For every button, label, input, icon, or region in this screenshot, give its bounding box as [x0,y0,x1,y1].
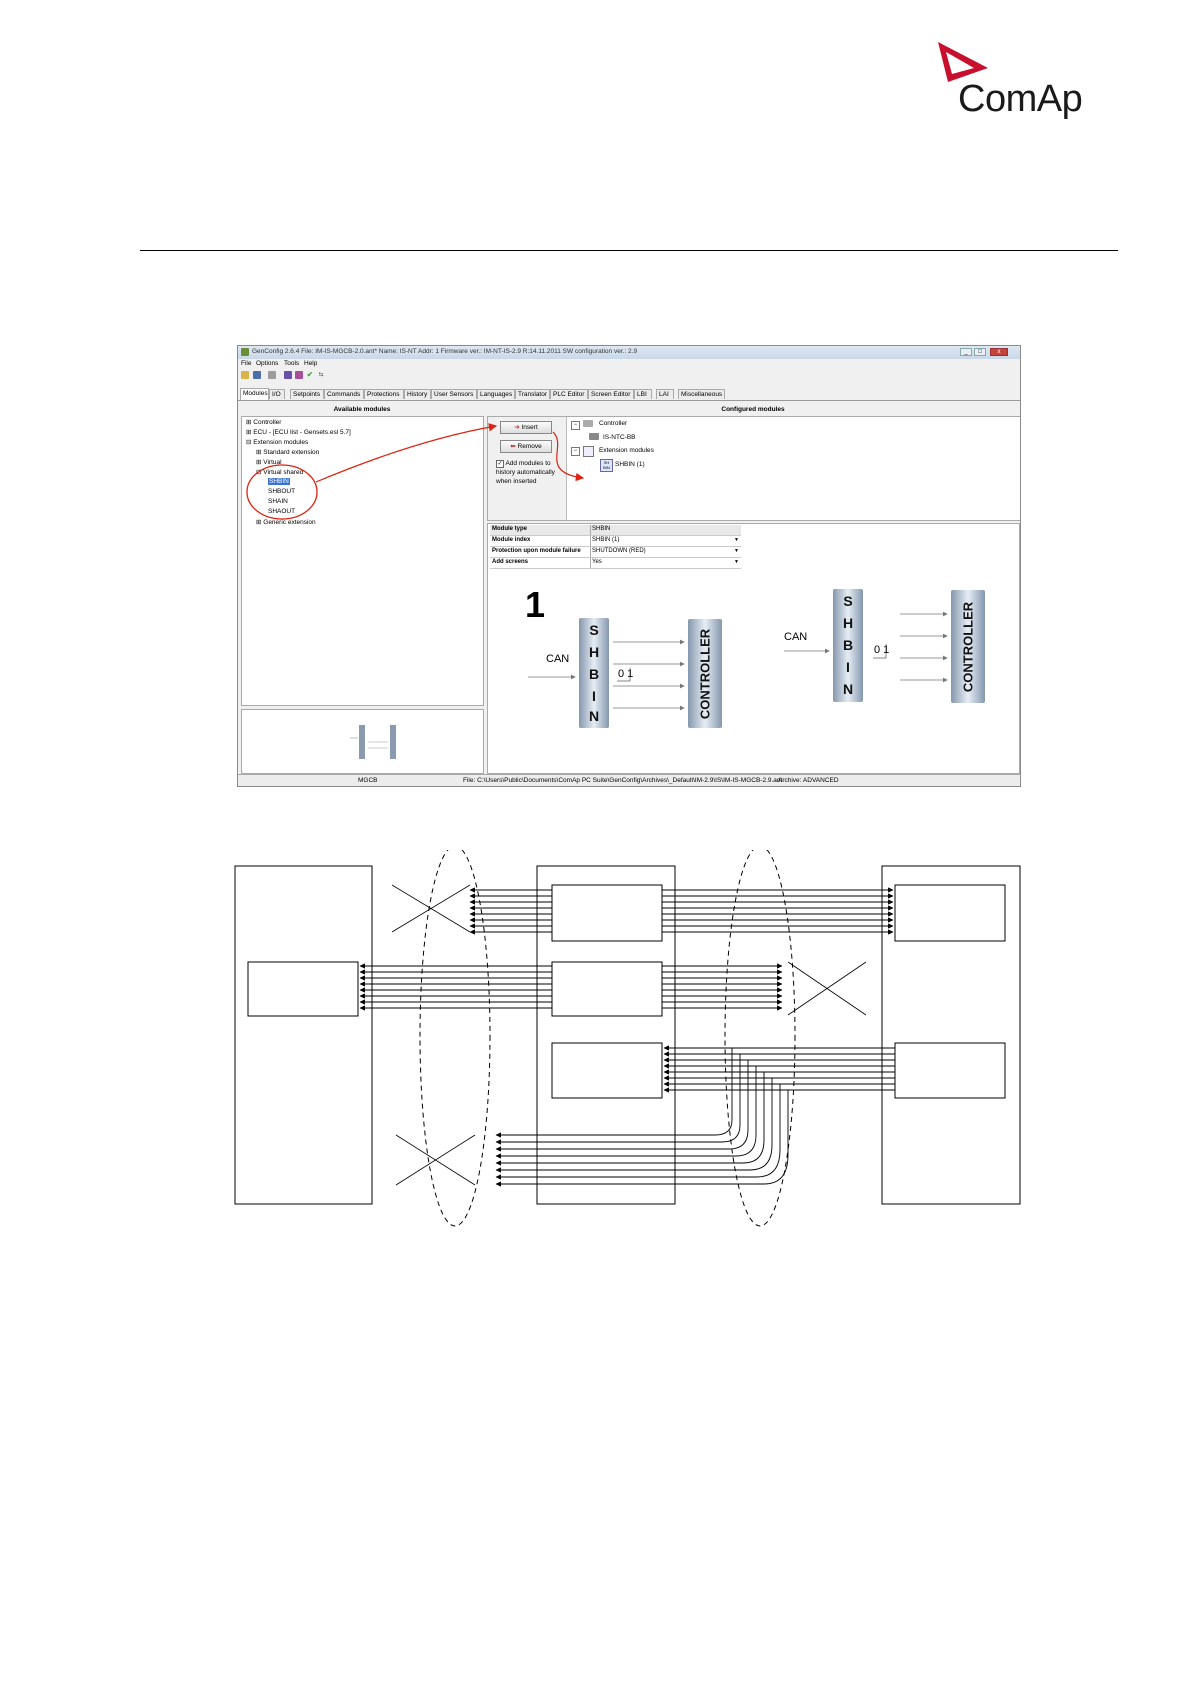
compare-icon[interactable]: ⇆ [318,372,324,378]
open-icon[interactable] [241,371,249,379]
status-controller: MGCB [358,777,378,784]
tree-item-shain[interactable]: SHAIN [268,498,288,505]
shared-io-diagram [0,850,1191,1290]
module-box-2b [552,962,662,1016]
menu-file[interactable]: File [241,360,252,367]
save-icon[interactable] [253,371,261,379]
title-bar [238,346,1020,359]
menu-options[interactable]: Options [256,360,279,367]
shbin-module-graphic-2: S H B I N [833,589,863,702]
module-index-number: 1 [525,584,546,625]
tab-io[interactable]: I/O [269,389,285,399]
controller-graphic: CONTROLLER [688,619,722,728]
module-box-1 [248,962,358,1016]
controller-box-2 [537,866,675,1204]
configured-modules-panel [487,416,1020,521]
collapse-controller-icon[interactable]: − [571,421,580,430]
tree-item-controller[interactable]: ⊞ Controller [246,419,282,426]
minimize-button[interactable]: _ [960,348,972,356]
tree-item-virtual-shared[interactable]: ⊟ Virtual shared [256,469,304,476]
can-label: CAN [546,653,570,665]
check-icon[interactable]: ✔ [306,370,314,379]
app-icon [241,348,249,356]
arrow-right-icon: ➔ [514,424,520,431]
shbin-module-icon: SH BIN [600,459,613,472]
tree-item-ecu[interactable]: ⊞ ECU - [ECU list - Gensets.esl 5.7] [246,429,351,436]
extension-modules-icon [583,446,594,457]
arrow-left-icon: ⬅ [510,443,516,450]
configured-item-is-ntc-bb[interactable]: IS-NTC-BB [603,434,636,441]
genconfig-window [237,345,1021,787]
configured-item-extension-modules[interactable]: Extension modules [599,447,654,454]
prop-row-add-screens[interactable]: Add screens Yes ▼ [490,558,741,569]
dropdown-arrow-icon[interactable]: ▼ [734,537,739,543]
tab-history[interactable]: History [404,389,431,399]
menu-tools[interactable]: Tools [284,360,300,367]
toolbar [238,370,1020,382]
history-checkbox[interactable]: ✓ [497,461,503,467]
module-preview-pane [241,709,484,774]
controller-box-1 [235,866,372,1204]
can-bus-ellipse-1 [420,850,490,1226]
available-modules-tree [241,416,484,706]
tree-item-extension-modules[interactable]: ⊟ Extension modules [246,439,309,446]
menu-help[interactable]: Help [304,360,318,367]
tree-item-shbin[interactable]: SHBIN [269,478,289,485]
properties-table [490,525,741,569]
maximize-button[interactable]: □ [974,348,986,356]
controller-box-3 [882,866,1020,1204]
window-title: GenConfig 2.6.4 File: IM-IS-MGCB-2.0.ant* Name: IS-NT Addr: 1 Firmware ver.: IM-NT-IS-2.9 R:14.11.2011 SW configuration ver.: 2.9 [252,348,638,355]
dropdown-arrow-icon[interactable]: ▼ [734,559,739,565]
logo-triangle-icon [938,42,988,82]
status-bar [238,774,1020,786]
controller-icon [583,420,593,427]
module-preview-thumbnail [242,710,483,773]
bit-label-2: 0 1 [874,644,890,656]
tab-setpoints[interactable]: Setpoints [290,389,324,399]
bit-label: 0 1 [618,668,634,680]
status-archive: Archive: ADVANCED [778,777,839,784]
module-box-2a [552,885,662,941]
tab-plc-editor[interactable]: PLC Editor [550,389,588,399]
is-ntc-bb-icon [589,433,599,440]
tree-item-virtual[interactable]: ⊞ Virtual [256,459,282,466]
upload-icon[interactable] [284,371,292,379]
menu-bar [238,359,1020,369]
module-box-3a [895,885,1005,941]
available-modules-header: Available modules [333,406,391,413]
tab-bar [238,388,1020,401]
prop-row-module-type: Module type SHBIN [490,525,741,536]
configured-tree [566,417,1021,520]
configured-item-controller[interactable]: Controller [599,420,628,427]
print-icon[interactable] [268,371,276,379]
prop-row-module-index[interactable]: Module index SHBIN (1) ▼ [490,536,741,547]
tab-lai[interactable]: LAI [656,389,674,399]
module-box-2c [552,1043,662,1098]
tab-user-sensors[interactable]: User Sensors [431,389,477,399]
tab-languages[interactable]: Languages [477,389,515,399]
controller-graphic-2: CONTROLLER [951,590,985,703]
tree-item-shbout[interactable]: SHBOUT [268,488,296,495]
download-icon[interactable] [295,371,303,379]
remove-button[interactable]: ⬅ Remove [500,440,552,453]
header-rule [140,250,1118,251]
tab-lbi[interactable]: LBI [634,389,652,399]
brand-name: ComAp [958,78,1083,120]
tab-miscellaneous[interactable]: Miscellaneous [678,389,725,399]
history-checkbox-label: Add modules to history automatically when inserted [496,460,555,485]
insert-button[interactable]: ➔ Insert [500,421,552,434]
tab-commands[interactable]: Commands [324,389,364,399]
tree-item-shaout[interactable]: SHAOUT [268,508,296,515]
tree-item-generic-extension[interactable]: ⊞ Generic extension [256,519,316,526]
shbin-module-graphic: S H B I N [579,618,609,728]
module-box-3b [895,1043,1005,1098]
dropdown-arrow-icon[interactable]: ▼ [734,548,739,554]
configured-item-shbin[interactable]: SHBIN (1) [615,461,645,468]
close-button[interactable]: x [990,348,1008,356]
collapse-extension-icon[interactable]: − [571,447,580,456]
tab-screen-editor[interactable]: Screen Editor [588,389,634,399]
can-label-2: CAN [784,631,808,643]
history-checkbox-row[interactable] [496,459,558,486]
tree-item-standard-extension[interactable]: ⊞ Standard extension [256,449,320,456]
tab-modules[interactable]: Modules [240,388,269,400]
configured-modules-header: Configured modules [721,406,785,413]
tab-protections[interactable]: Protections [364,389,404,399]
prop-row-protection[interactable]: Protection upon module failure SHUTDOWN (RED) ▼ [490,547,741,558]
status-file: File: C:\Users\Public\Documents\ComAp PC Suite\GenConfig\Archives\_Default\IM-2.9\IS\IM-IS-MGCB-2.9.ant [463,777,783,784]
tab-translator[interactable]: Translator [515,389,550,399]
